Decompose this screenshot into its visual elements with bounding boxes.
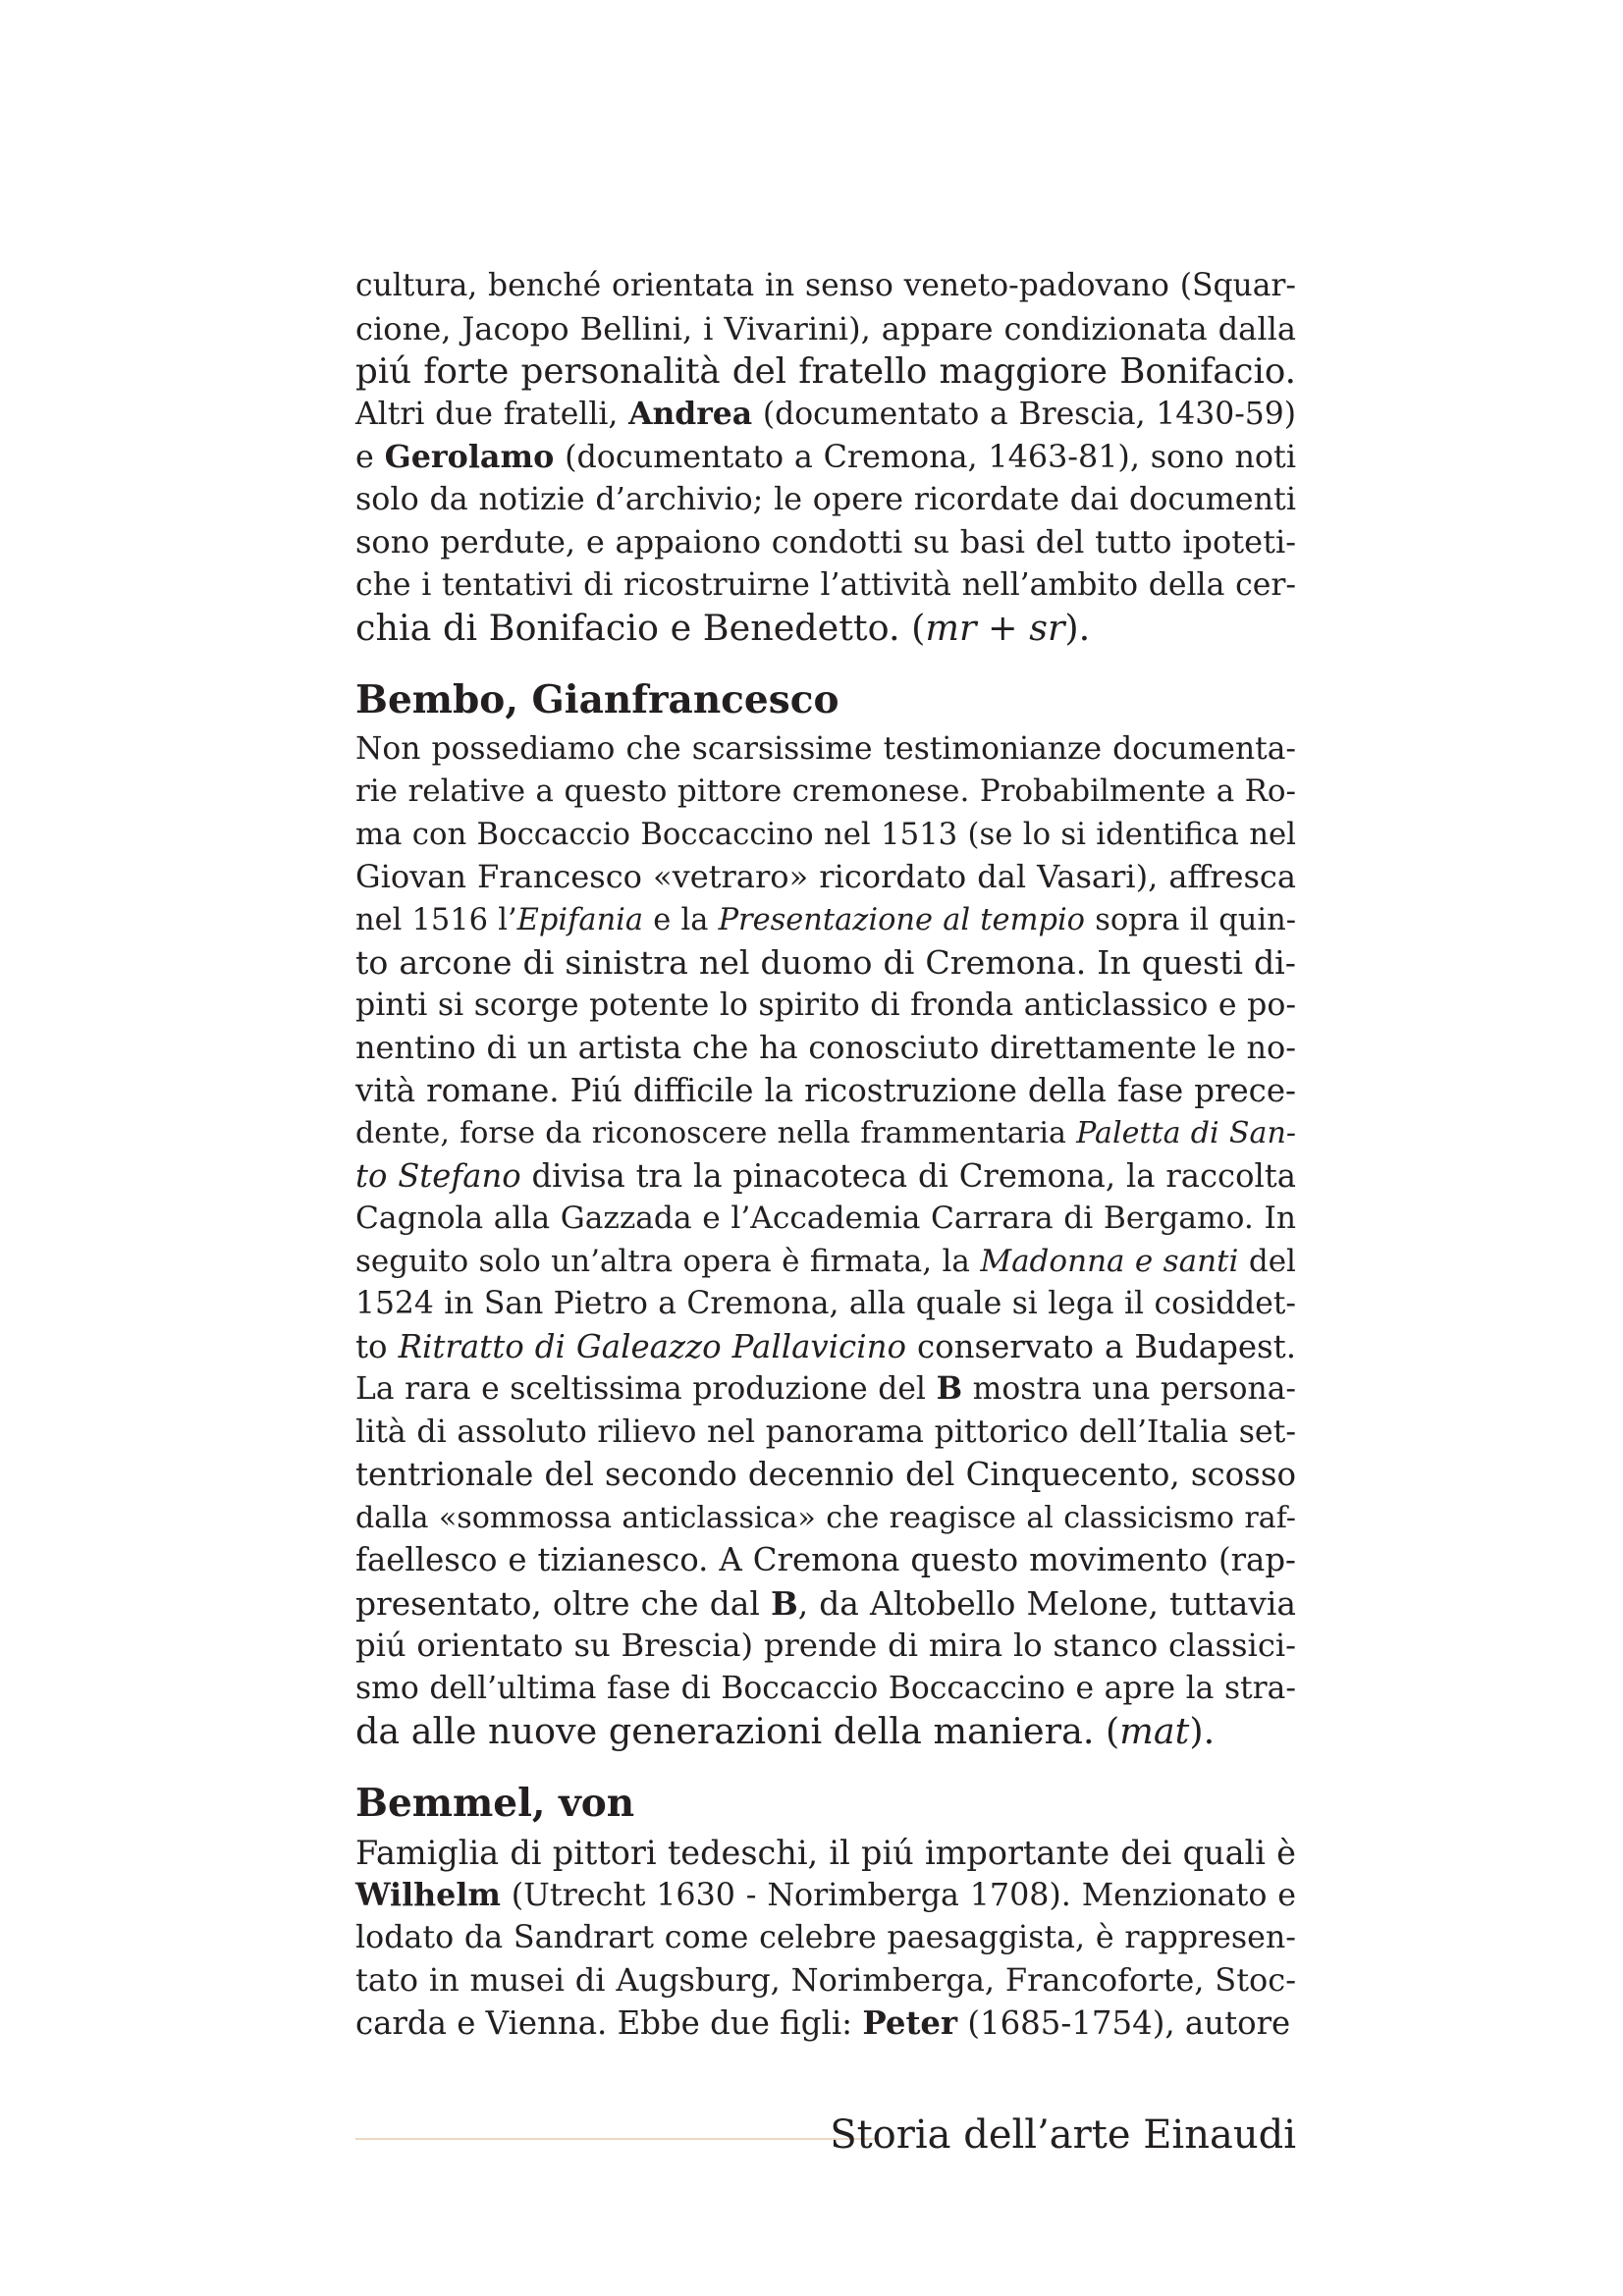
text-run: lità di assoluto rilievo nel panorama pittorico dell’Italia set- <box>355 1414 1296 1450</box>
text-run: solo da notizie d’archivio; le opere ricordate dai documenti <box>355 481 1296 517</box>
text-line <box>355 899 1296 942</box>
italic-title: Madonna e santi <box>980 1243 1239 1279</box>
text-line <box>355 1326 1296 1369</box>
text-line <box>355 1283 1296 1326</box>
text-line <box>355 1668 1296 1711</box>
text-run: che i tentativi di ricostruirne l’attività nell’ambito della cer- <box>355 566 1296 603</box>
text-line <box>355 2002 1296 2046</box>
page-footer <box>355 2110 1296 2160</box>
text-run: tato in musei di Augsburg, Norimberga, Francoforte, Stoc- <box>355 1961 1296 1999</box>
text-line <box>355 607 1296 650</box>
text-run: cione, Jacopo Bellini, i Vivarini), appare condizionata dalla <box>355 309 1296 347</box>
text-run: dente, forse da riconoscere nella frammentaria <box>355 1116 1077 1150</box>
text-run: pinti si scorge potente lo spirito di fronda anticlassico e po- <box>355 987 1296 1023</box>
text-line <box>355 1070 1296 1113</box>
text-line <box>355 1497 1296 1540</box>
text-run: carda e Vienna. Ebbe due figli: <box>355 2003 863 2042</box>
text-run: 1524 in San Pietro a Cremona, alla quale si lega il cosiddet- <box>355 1286 1296 1321</box>
text-line <box>355 1198 1296 1241</box>
italic-title: to Stefano <box>355 1156 521 1195</box>
text-line <box>355 436 1296 479</box>
text-run: (Utrecht 1630 - Norimberga 1708). Menzionato e <box>500 1878 1296 1913</box>
bold-name: Andrea <box>628 396 753 432</box>
text-run: Giovan Francesco «vetraro» ricordato dal Vasari), affresca <box>355 858 1296 895</box>
text-run: to <box>355 1327 399 1365</box>
entry-heading: Bemmel, von <box>355 1780 635 1826</box>
text-run: (1685-1754), autore <box>957 2003 1291 2042</box>
text-line <box>355 394 1296 437</box>
text-run: rie relative a questo pittore cremonese. Probabilmente a Ro- <box>355 774 1296 809</box>
italic-title: Paletta di San- <box>1076 1116 1296 1150</box>
text-run: (documentato a Cremona, 1463-81), sono noti <box>554 440 1296 475</box>
text-run: (documentato a Brescia, 1430-59) <box>752 396 1296 432</box>
italic-title: Epifania <box>516 902 644 937</box>
text-line <box>355 350 1296 394</box>
text-run: chia di Bonifacio e Benedetto. ( <box>355 607 926 649</box>
text-run: cultura, benché orientata in senso veneto-padovano (Squar- <box>355 268 1296 303</box>
footer-title: Storia dell’arte Einaudi <box>830 2112 1296 2158</box>
bold-name: B <box>770 1583 798 1623</box>
text-line <box>355 308 1296 351</box>
text-line <box>355 1917 1296 1960</box>
text-run: lodato da Sandrart come celebre paesaggista, è rappresen- <box>355 1919 1296 1955</box>
bold-name: Gerolamo <box>384 439 555 475</box>
text-line <box>355 265 1296 308</box>
text-run: Altri due fratelli, <box>355 396 629 432</box>
text-run: ). <box>1064 607 1091 649</box>
text-line <box>355 1412 1296 1455</box>
text-run: mostra una persona- <box>962 1371 1297 1407</box>
text-run: Non possediamo che scarsissime testimonianze documenta- <box>355 730 1296 767</box>
paragraph <box>355 265 1296 650</box>
text-line <box>355 1625 1296 1668</box>
text-run: sopra il quin- <box>1085 902 1296 937</box>
text-line <box>355 564 1296 608</box>
text-line <box>355 1112 1296 1155</box>
text-line <box>355 1959 1296 2002</box>
bold-name: Peter <box>862 2003 958 2042</box>
text-line <box>355 479 1296 522</box>
text-line <box>355 1874 1296 1917</box>
text-run: ma con Boccaccio Boccaccino nel 1513 (se lo si identifica nel <box>355 816 1296 852</box>
text-run: da alle nuove generazioni della maniera. ( <box>355 1710 1120 1752</box>
text-line <box>355 1155 1296 1199</box>
text-run: Famiglia di pittori tedeschi, il piú importante dei quali è <box>355 1833 1296 1872</box>
italic-title: Presentazione al tempio <box>718 902 1086 937</box>
italic-title: mat <box>1119 1710 1190 1752</box>
text-run: vità romane. Piú difficile la ricostruzione della fase prece- <box>355 1071 1296 1109</box>
text-run: ). <box>1189 1710 1216 1752</box>
text-run: sono perdute, e appaiono condotti su basi del tutto ipoteti- <box>355 523 1296 561</box>
text-line <box>355 1582 1296 1626</box>
text-line <box>355 1454 1296 1497</box>
text-run: , da Altobello Melone, tuttavia <box>797 1584 1296 1623</box>
footer-rule <box>355 2138 876 2140</box>
text-line <box>355 1539 1296 1582</box>
text-line <box>355 728 1296 772</box>
bold-name: B <box>936 1371 963 1407</box>
text-run: piú orientato su Brescia) prende di mira lo stanco classici- <box>355 1627 1296 1664</box>
text-run: to arcone di sinistra nel duomo di Cremona. In questi di- <box>355 943 1296 982</box>
text-run: del <box>1238 1243 1296 1279</box>
paragraph <box>355 728 1296 1753</box>
italic-title: Ritratto di Galeazzo Pallavicino <box>398 1327 906 1365</box>
text-run: smo dell’ultima fase di Boccaccio Boccaccino e apre la stra- <box>355 1670 1296 1706</box>
text-line <box>355 1241 1296 1284</box>
text-run: La rara e sceltissima produzione del <box>355 1371 937 1407</box>
paragraph <box>355 1832 1296 2046</box>
text-line <box>355 856 1296 899</box>
text-line <box>355 771 1296 814</box>
text-run: faellesco e tizianesco. A Cremona questo movimento (rap- <box>355 1541 1296 1578</box>
text-run: Cagnola alla Gazzada e l’Accademia Carrara di Bergamo. In <box>355 1201 1296 1236</box>
text-run: presentato, oltre che dal <box>355 1584 771 1623</box>
text-run: seguito solo un’altra opera è firmata, la <box>355 1243 981 1279</box>
italic-title: mr + sr <box>925 607 1065 649</box>
text-run: dalla «sommossa anticlassica» che reagisce al classicismo raf- <box>355 1500 1296 1535</box>
text-run: nel 1516 l’ <box>355 902 517 937</box>
text-line <box>355 941 1296 985</box>
text-line <box>355 1368 1296 1412</box>
text-line <box>355 814 1296 857</box>
text-run: e <box>355 440 385 475</box>
text-run: divisa tra la pinacoteca di Cremona, la raccolta <box>520 1156 1296 1195</box>
text-line <box>355 1027 1296 1070</box>
text-run: nentino di un artista che ha conosciuto direttamente le no- <box>355 1029 1296 1066</box>
text-run: conservato a Budapest. <box>905 1327 1296 1365</box>
text-line <box>355 985 1296 1028</box>
text-line <box>355 1710 1296 1753</box>
text-run: piú forte personalità del fratello maggiore Bonifacio. <box>355 351 1296 392</box>
text-run: tentrionale del secondo decennio del Cinquecento, scosso <box>355 1456 1296 1493</box>
entry-heading: Bembo, Gianfrancesco <box>355 676 839 722</box>
bold-name: Wilhelm <box>355 1877 501 1913</box>
text-run: e la <box>643 902 719 937</box>
document-body <box>355 265 1296 2045</box>
text-line <box>355 1832 1296 1875</box>
text-line <box>355 521 1296 564</box>
